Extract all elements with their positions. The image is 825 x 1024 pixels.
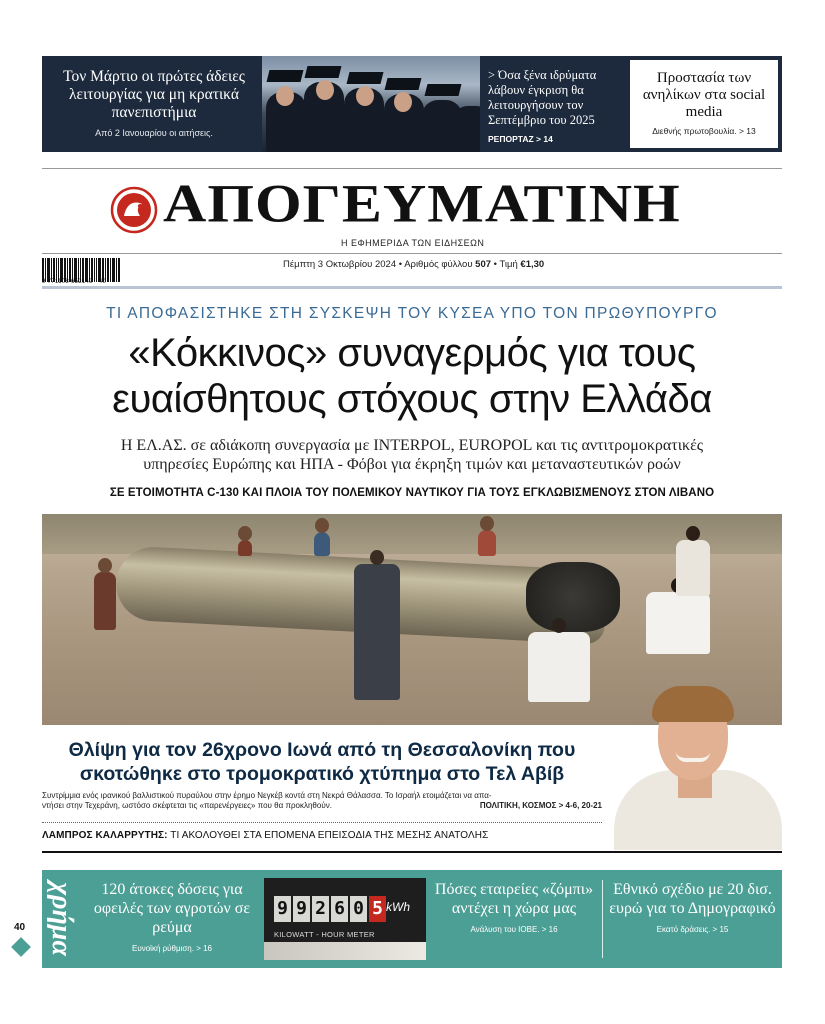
teaser-minors-social-media[interactable]: [630, 60, 778, 148]
divider: [42, 851, 782, 853]
money-section-banner: [42, 870, 782, 968]
divider: [42, 253, 782, 254]
secondary-headline[interactable]: Θλίψη για τον 26χρονο Ιωνά από τη Θεσσαλονίκη που σκοτώθηκε στο τρομοκρατικό χτύπημα στο Τελ Αβίβ: [68, 739, 576, 785]
teaser-universities-sub: Από 2 Ιανουαρίου οι αιτήσεις.: [95, 128, 213, 138]
electricity-meter-photo: [264, 878, 426, 960]
lead-caps-line: ΣΕ ΕΤΟΙΜΟΤΗΤΑ C-130 ΚΑΙ ΠΛΟΙΑ ΤΟΥ ΠΟΛΕΜΙΚΟΥ ΝΑΥΤΙΚΟΥ ΓΙΑ ΤΟΥΣ ΕΓΚΛΩΒΙΣΜΕΝΟΥΣ ΣΤΟΝ ΛΙΒΑΝΟ: [109, 487, 715, 499]
lead-subhead: Η ΕΛ.ΑΣ. σε αδιάκοπη συνεργασία με INTERPOL, EUROPOL και τις αντιτρομοκρατικές υπηρεσίες Ευρώπης και ΗΠΑ - Φόβοι για έκρηξη τιμών και μεταναστευτικών ροών: [120, 437, 704, 473]
meter-unit: kWh: [386, 900, 410, 914]
caption-page-ref: ΠΟΛΙΤΙΚΗ, ΚΟΣΜΟΣ > 4-6, 20-21: [479, 801, 602, 810]
teaser-demographic-sub: Εκατό δράσεις. > 15: [656, 925, 729, 934]
diamond-icon: [11, 937, 31, 957]
teaser-universities[interactable]: [42, 56, 262, 152]
teaser-demographic-headline: Εθνικό σχέδιο με 20 δισ. ευρώ για το Δημογραφικό: [609, 881, 776, 917]
teaser-foreign-institutions[interactable]: [480, 56, 630, 152]
divider: [42, 168, 782, 169]
divider: [42, 286, 782, 289]
victim-portrait-photo: [606, 682, 782, 850]
masthead-tagline: Η ΕΦΗΜΕΡΙΔΑ ΤΩΝ ΕΙΔΗΣΕΩΝ: [341, 238, 485, 248]
graduates-photo: [262, 56, 480, 152]
lead-headline[interactable]: «Κόκκινος» συναγερμός για τους ευαίσθητους στόχους στην Ελλάδα: [112, 331, 712, 421]
masthead-title: ΑΠΟΓΕΥΜΑΤΙΝΗ: [163, 173, 681, 234]
teaser-universities-headline: Τον Μάρτιο οι πρώτες άδειες λειτουργίας για μη κρατικά πανεπιστήμια: [63, 68, 245, 121]
newspaper-logo-icon: [110, 186, 158, 234]
teaser-foreign-institutions-ref: ΡΕΠΟΡΤΑΖ > 14: [488, 134, 553, 144]
teaser-zombie-sub: Ανάλυση του ΙΟΒΕ. > 16: [470, 925, 558, 934]
top-banner: [42, 56, 782, 152]
section-label: χρήμα: [46, 882, 77, 956]
barcode-number: 9 771108 652149 40: [42, 279, 106, 285]
teaser-minors-headline: Προστασία των ανηλίκων στα social media: [642, 70, 766, 120]
page-number: 40: [14, 922, 26, 933]
meter-plate: KILOWATT - HOUR METER: [274, 930, 375, 939]
lead-kicker: ΤΙ ΑΠΟΦΑΣΙΣΤΗΚΕ ΣΤΗ ΣΥΣΚΕΨΗ ΤΟΥ ΚΥΣΕΑ ΥΠΟ ΤΟΝ ΠΡΩΘΥΠΟΥΡΓΟ: [106, 305, 718, 322]
teaser-minors-sub: Διεθνής πρωτοβουλία. > 13: [652, 126, 756, 136]
teaser-demographic-plan[interactable]: [603, 870, 782, 968]
teaser-zombie-headline: Πόσες εταιρείες «ζόμπι» αντέχει η χώρα μας: [434, 881, 594, 917]
byline[interactable]: ΛΑΜΠΡΟΣ ΚΑΛΑΡΡΥΤΗΣ: ΤΙ ΑΚΟΛΟΥΘΕΙ ΣΤΑ ΕΠΟΜΕΝΑ ΕΠΕΙΣΟΔΙΑ ΤΗΣ ΜΕΣΗΣ ΑΝΑΤΟΛΗΣ: [42, 830, 489, 841]
photo-caption: Συντρίμμια ενός ιρανικού βαλλιστικού πυραύλου στην έρημο Νεγκέβ κοντά στη Νεκρά Θάλασσα. Το Ισραήλ ετοιμάζεται να απα- ντήσει στην Τεχεράνη, ωστόσο σκέφτεται τις «παρενέργειες» που θα προκληθούν. ΠΟΛΙΤΙΚΗ, ΚΟΣΜΟΣ > 4-6, 20-21: [42, 791, 602, 810]
divider: [42, 822, 602, 823]
teaser-zombie-companies[interactable]: [426, 870, 602, 968]
teaser-farmers-sub: Ευνοϊκή ρύθμιση. > 16: [132, 944, 212, 953]
teaser-farmers-headline: 120 άτοκες δόσεις για οφειλές των αγροτών σε ρεύμα: [93, 881, 251, 936]
meter-digits: 9 9 2 6 0 5: [274, 896, 388, 922]
teaser-farmers-electricity[interactable]: [80, 870, 264, 968]
dateline: Πέμπτη 3 Οκτωβρίου 2024 • Αριθμός φύλλου 507 • Τιμή €1,30: [283, 259, 545, 270]
teaser-foreign-institutions-headline: > Όσα ξένα ιδρύματα λάβουν έγκριση θα λειτουργήσουν τον Σεπτέμβριο του 2025: [488, 68, 597, 127]
